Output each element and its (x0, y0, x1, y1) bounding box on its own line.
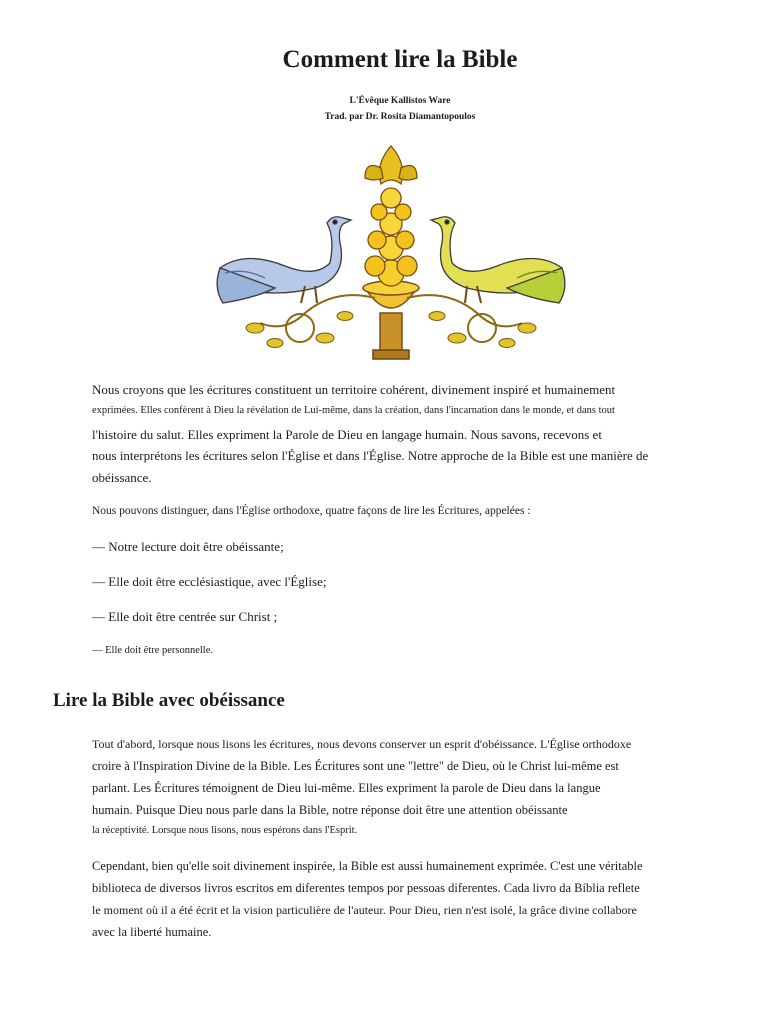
fruit-tree-icon (365, 146, 417, 286)
intro-line-3: l'histoire du salut. Elles expriment la Parole de Dieu en langage humain. Nous savons, recevons et (92, 427, 602, 442)
section-p2-line-2: biblioteca de diversos livros escritos em diferentes tempos por pessoas diferentes. Cada livro da Bíblia reflete (92, 881, 640, 895)
section-p1-line-2: croire à l'Inspiration Divine de la Bible. Les Écritures sont une "lettre" de Dieu, où le Christ lui-même est (92, 759, 619, 773)
peacocks-vase-ornament-icon (215, 138, 567, 366)
intro-line-1: Nous croyons que les écritures constituent un territoire cohérent, divinement inspiré et humainement (92, 382, 616, 397)
vase-icon (363, 281, 419, 359)
section-p1-line-1: Tout d'abord, lorsque nous lisons les écritures, nous devons conserver un esprit d'obéissance. L'Église orthodoxe (92, 737, 632, 751)
author-line: L'Évêque Kallistos Ware (349, 96, 451, 106)
intro-line-5: obéissance. (92, 470, 152, 485)
ways-intro: Nous pouvons distinguer, dans l'Église orthodoxe, quatre façons de lire les Écritures, appelées : (92, 505, 531, 517)
peacock-left-icon (217, 217, 351, 303)
intro-line-2: exprimées. Elles confèrent à Dieu la révélation de Lui-même, dans la création, dans l'incarnation dans le monde, et dans tout (92, 405, 615, 416)
way-item-3: — Elle doit être centrée sur Christ ; (92, 609, 278, 624)
section-p1-line-3: parlant. Les Écritures témoignent de Dieu lui-même. Elles expriment la parole de Dieu dans la langue (92, 781, 601, 795)
section-p1-line-5: la réceptivité. Lorsque nous lisons, nous espérons dans l'Esprit. (92, 825, 358, 836)
way-item-4: — Elle doit être personnelle. (92, 645, 214, 656)
section-p2-line-4: avec la liberté humaine. (92, 925, 212, 939)
section-p2-line-1: Cependant, bien qu'elle soit divinement inspirée, la Bible est aussi humainement exprimée. C'est une véritable (92, 859, 643, 873)
peacock-right-icon (431, 217, 565, 303)
translator-line: Trad. par Dr. Rosita Diamantopoulos (324, 112, 476, 122)
intro-line-4: nous interprétons les écritures selon l'Église et dans l'Église. Notre approche de la Bible est une manière de (92, 448, 649, 463)
section-p2-line-3: le moment où il a été écrit et la vision particulière de l'auteur. Pour Dieu, rien n'est isolé, la grâce divine collabore (92, 903, 637, 917)
page-title: Comment lire la Bible (282, 46, 518, 73)
way-item-1: — Notre lecture doit être obéissante; (92, 539, 284, 554)
section-p1-line-4: humain. Puisque Dieu nous parle dans la Bible, notre réponse doit être une attention obéissante (92, 803, 568, 817)
way-item-2: — Elle doit être ecclésiastique, avec l'Église; (92, 574, 327, 589)
section-heading: Lire la Bible avec obéissance (53, 690, 285, 711)
